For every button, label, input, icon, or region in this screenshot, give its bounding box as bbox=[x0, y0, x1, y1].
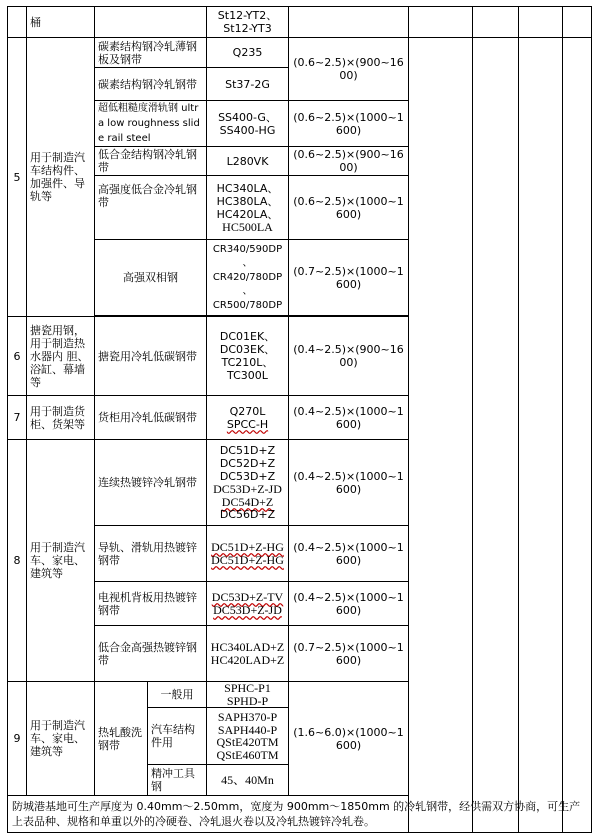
grade-cell: CR340/590DP 、 CR420/780DP 、 CR500/780DP bbox=[207, 240, 289, 316]
grade-cell: DC53D+Z-TV DC53D+Z-JD bbox=[207, 582, 289, 626]
product-cell: 碳素结构钢冷轧钢带 bbox=[95, 68, 207, 101]
product-table bbox=[7, 6, 592, 833]
spec-cell: (0.6~2.5)×(1000~1600) bbox=[289, 176, 409, 240]
product-cell: 货柜用冷轧低碳钢带 bbox=[95, 396, 207, 440]
empty-cell bbox=[473, 7, 519, 38]
grade-cell: L280VK bbox=[207, 147, 289, 176]
spec-cell: (0.6~2.5)×(900~1600) bbox=[289, 147, 409, 176]
sub-product-cell: 一般用 bbox=[148, 682, 207, 708]
use-cell: 搪瓷用钢，用于制造热水器内 胆、浴缸、幕墙等 bbox=[27, 317, 95, 396]
grade-cell: HC340LAD+Z HC420LAD+Z bbox=[207, 626, 289, 682]
no-cell: 6 bbox=[8, 317, 27, 396]
product-cell: 导轨、滑轨用热镀锌钢带 bbox=[95, 526, 207, 582]
empty-cell bbox=[563, 38, 592, 833]
spec-cell: (0.4~2.5)×(1000~1600) bbox=[289, 396, 409, 440]
spec-cell: (0.7~2.5)×(1000~1600) bbox=[289, 626, 409, 682]
grade-cell: DC51D+Z DC52D+Z DC53D+Z DC53D+Z-JD DC54D+Z DC56D+Z bbox=[207, 440, 289, 526]
sub-product-cell: 汽车结构件用 bbox=[148, 708, 207, 765]
spec-cell: (1.6~6.0)×(1000~1600) bbox=[289, 682, 409, 796]
empty-cell bbox=[409, 38, 473, 833]
product-cell: 搪瓷用冷轧低碳钢带 bbox=[95, 317, 207, 396]
no-cell bbox=[8, 7, 27, 38]
use-cell: 用于制造汽车、家电、建筑等 bbox=[27, 440, 95, 682]
table-row bbox=[8, 38, 592, 68]
grade-cell: DC01EK、 DC03EK、 TC210L、 TC300L bbox=[207, 317, 289, 396]
product-cell: 高强度低合金冷轧钢带 bbox=[95, 176, 207, 240]
product-cell bbox=[95, 7, 207, 38]
grade-cell: St37-2G bbox=[207, 68, 289, 101]
spec-cell bbox=[289, 7, 409, 38]
no-cell: 7 bbox=[8, 396, 27, 440]
product-cell: 低合金结构钢冷轧钢带 bbox=[95, 147, 207, 176]
empty-cell bbox=[519, 7, 563, 38]
spec-cell: (0.7~2.5)×(1000~1600) bbox=[289, 240, 409, 316]
grade-cell: St12-YT2、 St12-YT3 bbox=[207, 7, 289, 38]
footer-note: 防城港基地可生产厚度为 0.40mm～2.50mm，宽度为 900mm～1850mm 的冷轧钢带，经供需双方协商，可生产上表品种、规格和单重以外的冷硬卷、冷轧退火卷以及冷轧热镀锌冷轧卷。 bbox=[8, 796, 592, 833]
product-cell: 连续热镀锌冷轧钢带 bbox=[95, 440, 207, 526]
use-cell: 桶 bbox=[27, 7, 95, 38]
grade-cell: SPHC-P1 SPHD-P bbox=[207, 682, 289, 708]
grade-cell: 45、40Mn bbox=[207, 765, 289, 796]
spec-cell: (0.4~2.5)×(1000~1600) bbox=[289, 582, 409, 626]
empty-cell bbox=[473, 38, 519, 833]
use-cell: 用于制造汽车、家电、建筑等 bbox=[27, 682, 95, 796]
no-cell: 8 bbox=[8, 440, 27, 682]
spec-cell: (0.6~2.5)×(1000~1600) bbox=[289, 101, 409, 147]
grade-cell: HC340LA、 HC380LA、 HC420LA、 HC500LA bbox=[207, 176, 289, 240]
empty-cell bbox=[563, 7, 592, 38]
table-row bbox=[8, 796, 592, 833]
sub-product-cell: 精冲工具钢 bbox=[148, 765, 207, 796]
grade-cell: SS400-G、 SS400-HG bbox=[207, 101, 289, 147]
table-row bbox=[8, 7, 592, 38]
spec-cell: (0.4~2.5)×(1000~1600) bbox=[289, 440, 409, 526]
spec-cell: (0.4~2.5)×(1000~1600) bbox=[289, 526, 409, 582]
no-cell: 5 bbox=[8, 38, 27, 317]
no-cell: 9 bbox=[8, 682, 27, 796]
use-cell: 用于制造汽车结构件、加强件、导轨等 bbox=[27, 38, 95, 317]
product-cell: 超低粗糙度滑轨钢 ultra low roughness slide rail steel bbox=[95, 101, 207, 147]
grade-cell: SAPH370-P SAPH440-P QStE420TM QStE460TM bbox=[207, 708, 289, 765]
product-cell: 碳素结构钢冷轧薄钢板及钢带 bbox=[95, 38, 207, 68]
empty-cell bbox=[519, 38, 563, 833]
empty-cell bbox=[409, 7, 473, 38]
grade-cell: DC51D+Z-HG DC51D+Z-HG bbox=[207, 526, 289, 582]
use-cell: 用于制造货柜、货架等 bbox=[27, 396, 95, 440]
spec-cell: (0.4~2.5)×(900~1600) bbox=[289, 317, 409, 396]
grade-cell: Q235 bbox=[207, 38, 289, 68]
product-cell: 高强双相钢 bbox=[95, 240, 207, 316]
spec-cell: (0.6~2.5)×(900~1600) bbox=[289, 38, 409, 101]
grade-cell: Q270L SPCC-H bbox=[207, 396, 289, 440]
product-cell: 电视机背板用热镀锌钢带 bbox=[95, 582, 207, 626]
product-cell: 低合金高强热镀锌钢带 bbox=[95, 626, 207, 682]
product-cell: 热轧酸洗钢带 bbox=[95, 682, 148, 796]
